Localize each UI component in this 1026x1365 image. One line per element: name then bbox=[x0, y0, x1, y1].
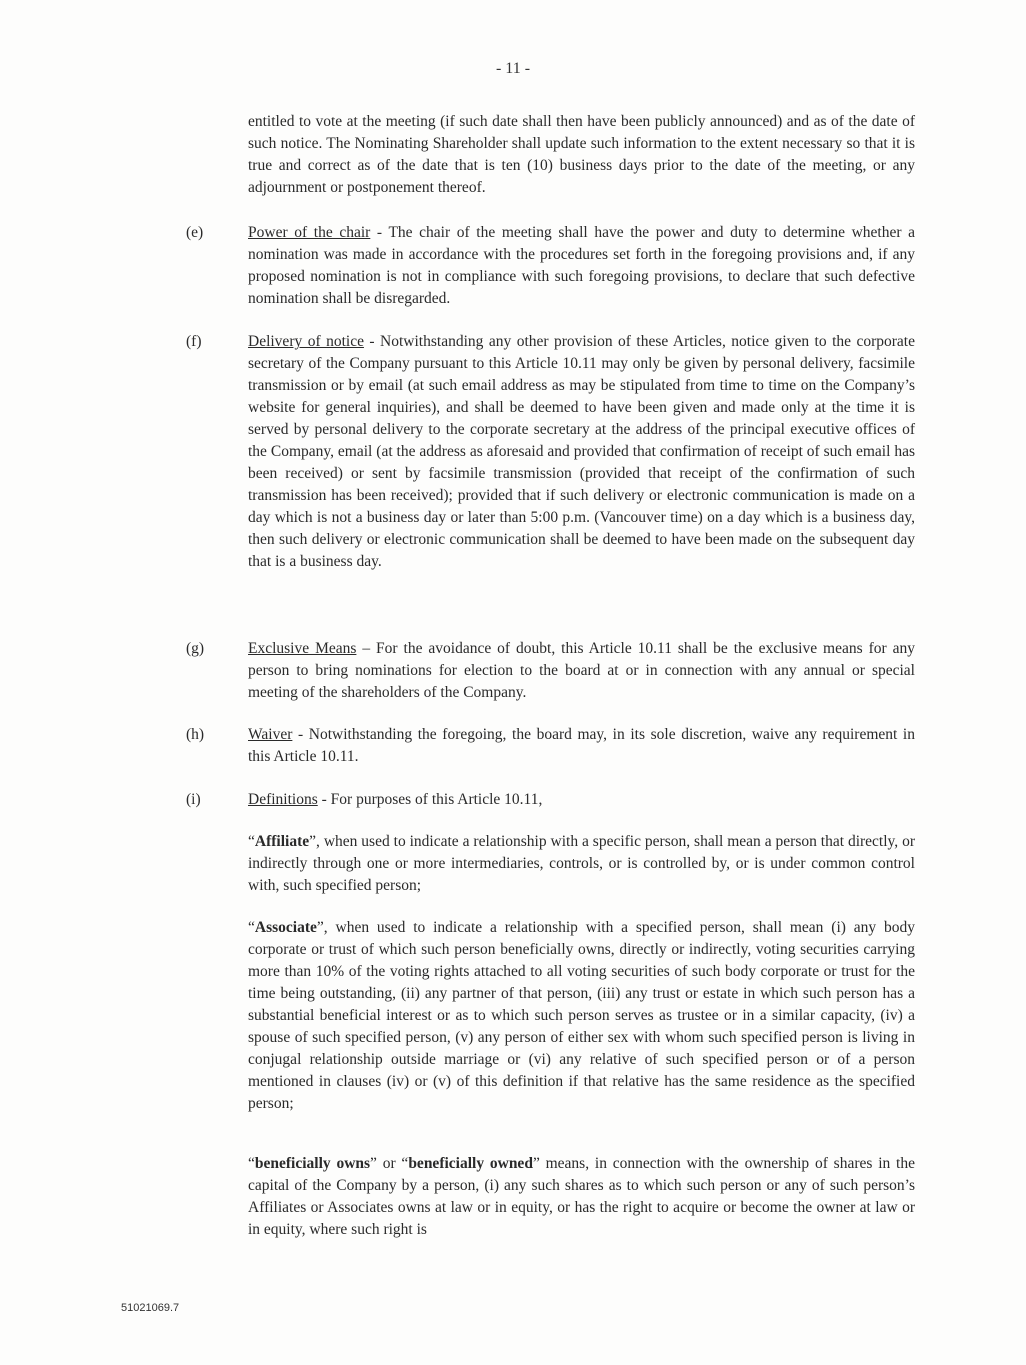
item-marker-h: (h) bbox=[186, 726, 205, 743]
item-marker-i: (i) bbox=[186, 791, 201, 808]
definition-term-associate: Associate bbox=[254, 919, 317, 936]
item-marker-f: (f) bbox=[186, 333, 202, 350]
item-text-f: - Notwithstanding any other provision of these Articles, notice given to the corporate secretary of the Company pursuant to this Article 10.11 may only be given by personal delivery, facsimile transmission or by email (at such email address as may be stipulated from time to time on the Company’s website for general inquiries), and shall be deemed to have been given and made only at the time it is served by personal delivery to the corporate secretary at the address of the principal executive offices of the Company, email (at the address as aforesaid and provided that confirmation of receipt of such email has been received) or sent by facsimile transmission (provided that receipt of the confirmation of such transmission has been received); provided that if such delivery or electronic communication is made on a day which is not a business day or later than 5:00 p.m. (Vancouver time) on a day which is a business day, then such delivery or electronic communication shall be deemed to have been made on the subsequent day that is a business day. bbox=[248, 333, 915, 570]
continuation-paragraph: entitled to vote at the meeting (if such date shall then have been publicly announced) and as of the date of such notice. The Nominating Shareholder shall update such information to the extent necessary so that it is true and correct as of the date that is ten (10) business days prior to the date of the meeting, or any adjournment or postponement thereof. bbox=[248, 113, 915, 196]
close-quote: ” bbox=[316, 919, 324, 936]
item-text-h: - Notwithstanding the foregoing, the board may, in its sole discretion, waive any requirement in this Article 10.11. bbox=[248, 726, 915, 765]
definition-text-beneficially-owns: means, in connection with the ownership of shares in the capital of the Company by a person, (i) any such shares as to which such person or any of such person’s Affiliates or Associates owns at law or in equity, or has the right to acquire or become the owner at law or in equity, where such right is bbox=[248, 1155, 915, 1238]
item-heading-h: Waiver bbox=[248, 726, 293, 743]
item-heading-g: Exclusive Means bbox=[248, 640, 357, 657]
definition-text-associate: , when used to indicate a relationship with a specified person, shall mean (i) any body corporate or trust of which such person beneficially owns, directly or indirectly, voting securities carrying more than 10% of the voting rights attached to all voting securities of such body corporate or trust for the time being outstanding, (ii) any partner of that person, (iii) any trust or estate in which such person has a substantial beneficial interest or as to which such person serves as trustee or in a similar capacity, (iv) a spouse of such specified person, (v) any person of either sex with whom such specified person is living in conjugal relationship outside marriage or (vi) any relative of such specified person or of a person mentioned in clauses (iv) or (v) of this definition if that relative has the same residence as the specified person; bbox=[248, 919, 915, 1112]
definition-text-affiliate: , when used to indicate a relationship with a specific person, shall mean a person that directly, or indirectly through one or more intermediaries, controls, or is controlled by, or is under common control with, such specified person; bbox=[248, 833, 915, 894]
close-quote: ” bbox=[532, 1155, 540, 1172]
definition-beneficially-owns bbox=[248, 1153, 915, 1241]
item-paragraph-g bbox=[248, 638, 915, 704]
or-connector: ” or “ bbox=[370, 1155, 409, 1172]
item-paragraph-f bbox=[248, 331, 915, 573]
definition-affiliate bbox=[248, 831, 915, 897]
item-text-i: - For purposes of this Article 10.11, bbox=[317, 791, 543, 808]
open-quote: “ bbox=[248, 833, 255, 850]
item-text-g: – For the avoidance of doubt, this Article 10.11 shall be the exclusive means for any person to bring nominations for election to the board at or in connection with any annual or special meeting of the shareholders of the Company. bbox=[248, 640, 916, 701]
item-heading-e: Power of the chair bbox=[248, 224, 371, 241]
item-marker-e: (e) bbox=[186, 224, 204, 241]
close-quote: ” bbox=[309, 833, 317, 850]
item-heading-i: Definitions bbox=[248, 791, 318, 808]
definition-term-affiliate: Affiliate bbox=[254, 833, 310, 850]
definition-term-beneficially-owned: beneficially owned bbox=[408, 1155, 533, 1172]
definition-associate bbox=[248, 917, 915, 1115]
item-paragraph-h bbox=[248, 724, 915, 768]
item-heading-f: Delivery of notice bbox=[248, 333, 364, 350]
document-id: 51021069.7 bbox=[121, 1302, 180, 1314]
page-number: - 11 - bbox=[495, 60, 531, 77]
item-paragraph-e bbox=[248, 222, 915, 310]
item-marker-g: (g) bbox=[186, 640, 205, 657]
open-quote: “ bbox=[248, 919, 255, 936]
item-text-e: - The chair of the meeting shall have the power and duty to determine whether a nomination was made in accordance with the procedures set forth in the foregoing provisions and, if any proposed nomination is not in compliance with such foregoing provisions, to declare that such defective nomination shall be disregarded. bbox=[248, 224, 915, 307]
definition-term-beneficially-owns: beneficially owns bbox=[254, 1155, 371, 1172]
item-paragraph-i bbox=[248, 789, 915, 811]
open-quote: “ bbox=[248, 1155, 255, 1172]
